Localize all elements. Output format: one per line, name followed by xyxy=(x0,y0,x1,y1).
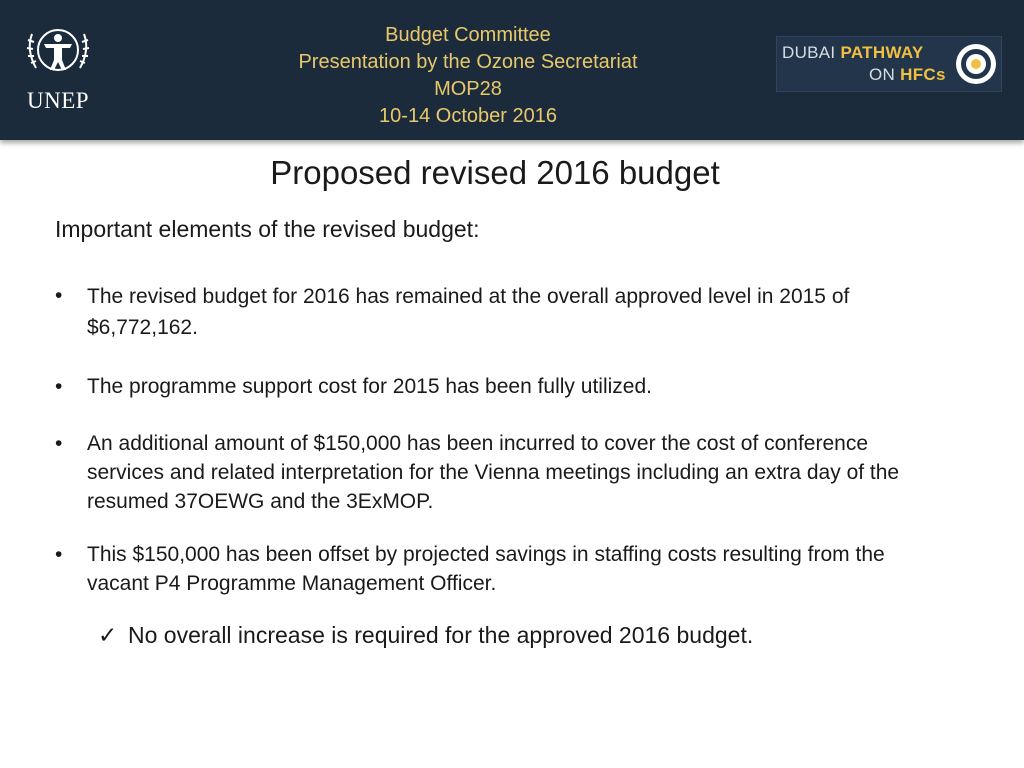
header-line-dates: 10-14 October 2016 xyxy=(379,105,557,127)
dubai-logo-line1 xyxy=(782,43,924,63)
dubai-logo-word-dubai: DUBAI xyxy=(782,43,841,62)
dubai-logo-line2 xyxy=(869,65,946,85)
header-line-meeting: MOP28 xyxy=(434,78,502,100)
intro-text: Important elements of the revised budget: xyxy=(55,216,480,242)
slide-title: Proposed revised 2016 budget xyxy=(270,154,720,191)
bullet-text: The revised budget for 2016 has remained at the overall approved level in 2015 of $6,772,162. xyxy=(87,285,850,339)
conclusion-row xyxy=(98,622,753,649)
header-line-committee: Budget Committee xyxy=(385,24,551,46)
bullet-text: An additional amount of $150,000 has been incurred to cover the cost of conference services and related interpretation for the Vienna meetings including an extra day of the resumed 37OEWG and the 3ExMOP. xyxy=(87,432,900,513)
dubai-logo-word-hfcs: HFCs xyxy=(900,65,946,84)
bullet-marker: • xyxy=(55,432,63,455)
dubai-pathway-logo xyxy=(776,36,1002,92)
un-emblem-icon xyxy=(18,22,98,88)
dubai-logo-word-on: ON xyxy=(869,65,901,84)
header-line-presentation: Presentation by the Ozone Secretariat xyxy=(298,51,638,73)
bullet-marker: • xyxy=(55,375,63,398)
unep-wordmark: UNEP xyxy=(26,88,90,113)
header-title-block xyxy=(200,22,736,130)
conclusion-text: No overall increase is required for the approved 2016 budget. xyxy=(128,622,754,648)
bullet-text: This $150,000 has been offset by projected savings in staffing costs resulting from the vacant P4 Programme Management Officer. xyxy=(87,543,885,595)
checkmark-icon: ✓ xyxy=(98,622,118,648)
target-icon xyxy=(953,41,999,87)
unep-logo xyxy=(18,22,98,122)
bullet-text: The programme support cost for 2015 has been fully utilized. xyxy=(87,375,652,398)
dubai-logo-word-pathway: PATHWAY xyxy=(840,43,924,62)
bullet-marker: • xyxy=(55,284,63,307)
bullet-marker: • xyxy=(55,543,63,566)
header-banner xyxy=(0,0,1024,140)
